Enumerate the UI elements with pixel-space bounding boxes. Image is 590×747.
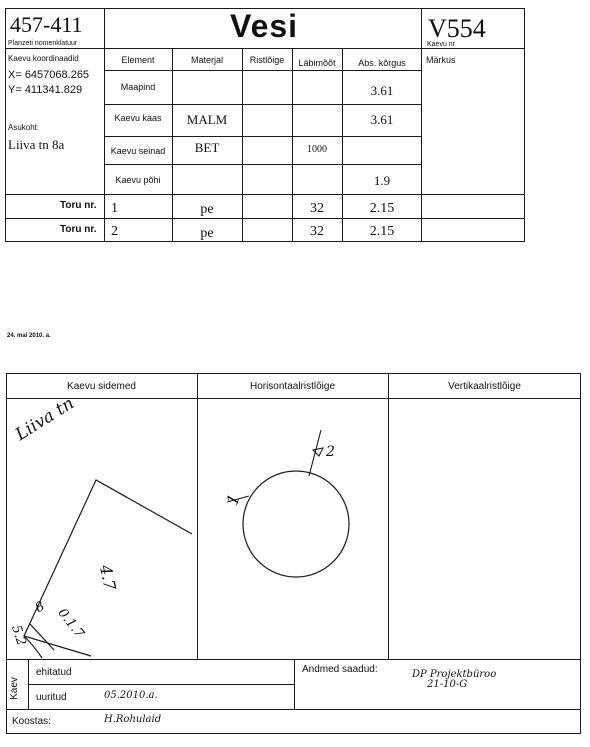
uuritud-label: uuritud bbox=[36, 692, 67, 703]
header-materjal: Materjal bbox=[190, 55, 223, 65]
ehitatud-label: ehitatud bbox=[36, 667, 72, 678]
date-stamp: 24. mai 2010. a. bbox=[7, 333, 51, 339]
row-materjal: MALM bbox=[186, 112, 228, 127]
column-vertikaal: Vertikaalristlõige bbox=[448, 381, 521, 392]
coordinate-x: X= 6457068.265 bbox=[8, 69, 90, 81]
row-abs-korgus: 3.61 bbox=[370, 83, 394, 98]
sketch-dimension-label: 8 bbox=[32, 598, 48, 617]
row-element: Maapind bbox=[120, 82, 156, 92]
koostas-label: Koostas: bbox=[12, 716, 51, 727]
pipe-number: 2 bbox=[111, 224, 118, 239]
row-element: Kaevu põhi bbox=[115, 175, 161, 185]
andmed-value-code: 21-10-G bbox=[427, 679, 468, 690]
uuritud-value: 05.2010.a. bbox=[104, 690, 158, 701]
row-element: Kaevu kaas bbox=[114, 113, 162, 123]
pipe-materjal: pe bbox=[200, 226, 214, 241]
nomenclature-number: 457-411 bbox=[10, 12, 83, 37]
pipe-labimoot: 32 bbox=[310, 201, 324, 216]
page-title: Vesi bbox=[230, 8, 299, 44]
row-element: Kaevu seinad bbox=[110, 146, 166, 156]
header-element: Element bbox=[121, 55, 155, 65]
header-abs-korgus: Abs. kõrgus bbox=[358, 58, 406, 68]
coordinates-label: Kaevu koordinaadid bbox=[8, 54, 79, 63]
pipe-marker-1: 1 bbox=[222, 491, 244, 508]
header-labimoot: Läbimõõt bbox=[298, 58, 336, 68]
well-number-label: Kaevu nr bbox=[427, 41, 456, 48]
row-labimoot: 1000 bbox=[307, 144, 327, 155]
horizontal-section-drawing bbox=[197, 398, 388, 659]
address-value: Liiva tn 8a bbox=[8, 137, 65, 152]
column-kaevu-sidemed: Kaevu sidemed bbox=[67, 381, 136, 392]
pipe-label: Toru nr. bbox=[60, 224, 97, 235]
well-number: V554 bbox=[428, 14, 486, 43]
koostas-value: H.Rohulaid bbox=[104, 714, 162, 725]
footer-side-label: Kaev bbox=[8, 677, 20, 700]
pipe-marker-2: 2 bbox=[326, 444, 335, 460]
address-label: Asukoht: bbox=[8, 123, 40, 132]
row-abs-korgus: 3.61 bbox=[370, 112, 394, 127]
column-horisontaal: Horisontaalristlõige bbox=[249, 381, 336, 392]
header-markus: Märkus bbox=[426, 55, 456, 65]
pipe-number: 1 bbox=[111, 201, 118, 216]
pipe-label: Toru nr. bbox=[60, 200, 97, 211]
pipe-labimoot: 32 bbox=[310, 224, 324, 239]
header-ristloige: Ristlõige bbox=[249, 55, 285, 65]
row-abs-korgus: 1.9 bbox=[373, 173, 391, 188]
row-materjal: BET bbox=[194, 140, 220, 155]
nomenclature-label: Planzeti nomenklatuur bbox=[8, 40, 78, 47]
sketch-dimension-label: 4.7 bbox=[95, 563, 120, 592]
andmed-label: Andmed saadud: bbox=[302, 664, 378, 675]
sketch-dimension-label: 0.1.7 bbox=[54, 605, 87, 642]
sketch-dimension-label: 5.2 bbox=[8, 623, 29, 648]
sketch-street-label: Liiva tn bbox=[12, 393, 78, 445]
pipe-materjal: pe bbox=[200, 202, 214, 217]
andmed-value: DP Projektbüroo bbox=[412, 669, 497, 680]
coordinate-y: Y= 411341.829 bbox=[8, 84, 83, 96]
pipe-abs-korgus: 2.15 bbox=[369, 201, 395, 216]
pipe-abs-korgus: 2.15 bbox=[369, 224, 395, 239]
